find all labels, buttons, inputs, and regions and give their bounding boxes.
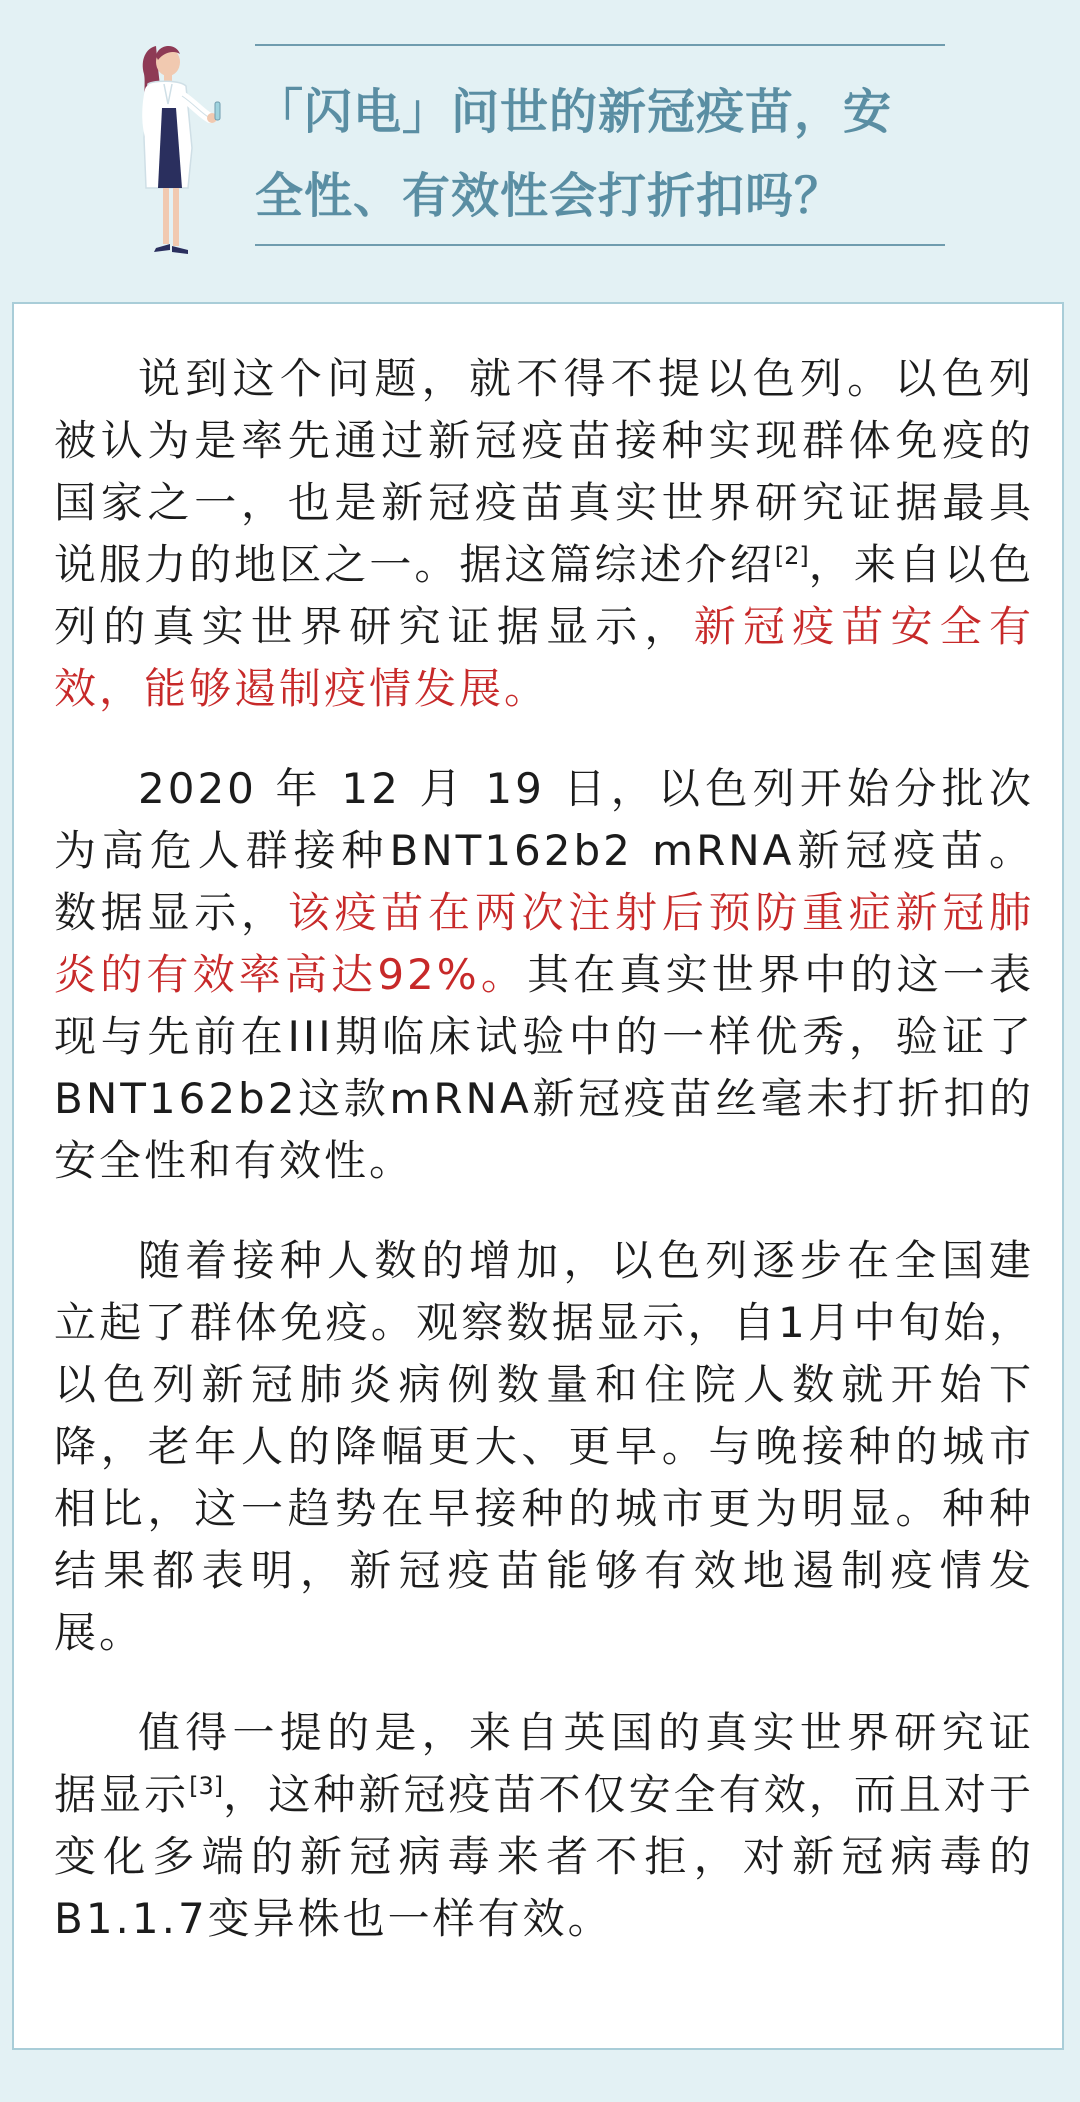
p4-text-2: ，这种新冠疫苗不仅安全有效，而且对于变化多端的新冠病毒来者不拒，对新冠病毒的B1.1.7变异株也一样有效。 xyxy=(54,1770,1034,1943)
article-body xyxy=(54,348,1034,1988)
reference-3: [3] xyxy=(189,1772,224,1800)
p2-text-1: 2020 年 12 月 19 日，以色列开始分批次为高危人群接种BNT162b2 mRNA新冠疫苗。数据显示， xyxy=(54,764,1034,937)
title-line-1: 「闪电」问世的新冠疫苗，安 xyxy=(255,84,893,140)
p3-text-1: 随着接种人数的增加，以色列逐步在全国建立起了群体免疫。观察数据显示，自1月中旬始，以色列新冠肺炎病例数量和住院人数就开始下降，老年人的降幅更大、更早。与晚接种的城市相比，这一趋势在早接种的城市更为明显。种种结果都表明，新冠疫苗能够有效地遏制疫情发展。 xyxy=(54,1236,1034,1657)
p2-highlight: 该疫苗在两次注射后预防重症新冠肺炎的有效率高达92%。 xyxy=(54,888,1034,999)
paragraph-4 xyxy=(54,1702,1034,1950)
p4-text-1: 值得一提的是，来自英国的真实世界研究证据显示 xyxy=(54,1708,1034,1819)
page-title xyxy=(255,70,955,238)
title-line-2: 全性、有效性会打折扣吗？ xyxy=(255,168,844,224)
doctor-illustration-icon xyxy=(118,38,238,268)
header xyxy=(0,0,1080,300)
p2-text-2: 其在真实世界中的这一表现与先前在III期临床试验中的一样优秀，验证了BNT162b2这款mRNA新冠疫苗丝毫未打折扣的安全性和有效性。 xyxy=(54,950,1034,1185)
paragraph-1 xyxy=(54,348,1034,720)
p1-text-1: 说到这个问题，就不得不提以色列。以色列被认为是率先通过新冠疫苗接种实现群体免疫的国家之一，也是新冠疫苗真实世界研究证据最具说服力的地区之一。据这篇综述介绍 xyxy=(54,354,1034,589)
title-top-rule xyxy=(255,44,945,46)
p1-text-2: ，来自以色列的真实世界研究证据显示， xyxy=(54,540,1034,651)
paragraph-3 xyxy=(54,1230,1034,1664)
p1-highlight: 新冠疫苗安全有效，能够遏制疫情发展。 xyxy=(54,602,1034,713)
paragraph-2 xyxy=(54,758,1034,1192)
title-bottom-rule xyxy=(255,244,945,246)
reference-2: [2] xyxy=(774,542,809,570)
article-card xyxy=(12,302,1064,2050)
